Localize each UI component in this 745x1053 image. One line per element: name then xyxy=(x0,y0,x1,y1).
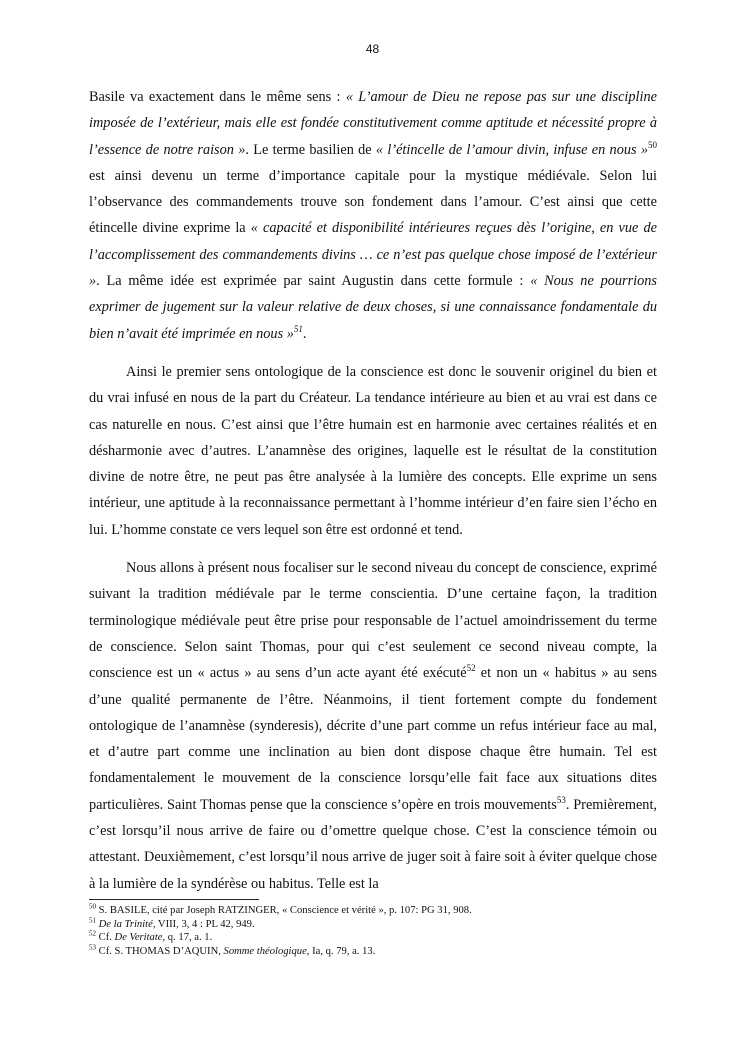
paragraph xyxy=(89,555,657,897)
text-run: , q. 17, a. 1. xyxy=(162,932,213,944)
italic-text: Somme théologique xyxy=(223,945,307,957)
text-run: et non un « habitus » au sens d’une qualité permanente de l’être. Néanmoins, il tient fortement compte du fondement ontologique de l’anamnèse (synderesis), décrite d’une part comme un refus intérieur face au mal, et d’autre part comme une inclination au bien dont dispose chaque être humain. Tel est fondamentalement le mouvement de la conscience lorsqu’elle fait face aux situations dites particulières. Saint Thomas pense que la conscience s’opère en trois mouvements xyxy=(89,665,657,813)
text-run: . La même idée est exprimée par saint Augustin dans cette formule : xyxy=(96,273,531,290)
footnote-separator xyxy=(89,899,259,900)
paragraph xyxy=(89,359,657,543)
footnote xyxy=(89,904,657,918)
footnote xyxy=(89,945,657,959)
footnote-ref: 52 xyxy=(466,663,476,674)
text-run: Basile va exactement dans le même sens : xyxy=(89,89,346,105)
text-run: Nous allons à présent nous focaliser sur le second niveau du concept de conscience, exprimé suivant la tradition médiévale par le terme conscientia. D’une certaine façon, la tradition terminologique médiévale peut être prise pour responsable de l’actuel amoindrissement du terme de conscience. Selon saint Thomas, pour qui c’est seulement ce second niveau compte, la conscience est un « actus » au sens d’un acte ayant été exécuté xyxy=(89,560,657,682)
footnotes xyxy=(89,904,657,958)
footnote-number: 50 xyxy=(89,902,96,911)
footnote-ref: 51 xyxy=(293,323,303,334)
italic-text: « Nous ne pourrions exprimer de jugement sur la valeur relative de deux choses, si une connaissance fondamentale du bien n’avait été imprimée en nous » xyxy=(89,273,657,342)
footnote-number: 52 xyxy=(89,929,96,938)
footnote-number: 53 xyxy=(89,943,96,952)
italic-text: De la Trinité xyxy=(98,918,153,930)
text-run: S. BASILE, cité par Joseph RATZINGER, « Conscience et vérité », p. 107: PG 31, 908. xyxy=(98,905,472,916)
text-run: . Le terme basilien de xyxy=(245,141,376,158)
text-run: Cf. xyxy=(98,932,115,944)
italic-text: « L’amour de Dieu ne repose pas sur une discipline imposée de l’extérieur, mais elle est fondée constitutivement comme aptitude et nécessité propre à l’essence de notre raison » xyxy=(89,89,657,158)
text-run: est ainsi devenu un terme d’importance capitale pour la mystique médiévale. Selon lui l’observance des commandements trouve son fondement dans l’amour. C’est ainsi que cette étincelle divine exprime la xyxy=(89,167,657,237)
text-run: . Premièrement, c’est lorsqu’il nous arrive de faire ou d’omettre quelque chose. C’est la conscience témoin ou attestant. Deuxièmement, c’est lorsqu’il nous arrive de juger soit à faire soit à éviter quelque chose à la lumière de la syndérèse ou habitus. Telle est la xyxy=(89,796,657,892)
footnote-number: 51 xyxy=(89,916,96,925)
text-run: . xyxy=(302,325,307,342)
footnote xyxy=(89,918,657,932)
text-run: Cf. S. THOMAS D’AQUIN, xyxy=(98,945,224,957)
paragraph xyxy=(89,84,657,347)
text-run: , Ia, q. 79, a. 13. xyxy=(306,945,376,957)
italic-text: « l’étincelle de l’amour divin, infuse en nous » xyxy=(375,141,648,158)
text-run: , VIII, 3, 4 : PL 42, 949. xyxy=(152,918,255,930)
italic-text: « capacité et disponibilité intérieures reçues dès l’origine, en vue de l’accomplissement des commandements divins … ce n’est pas quelque chose imposé de l’extérieur » xyxy=(89,220,657,290)
italic-text: De Veritate xyxy=(114,932,163,944)
page-number: 48 xyxy=(365,42,380,56)
footnote xyxy=(89,931,657,945)
footnote-ref: 53 xyxy=(556,794,566,805)
footnote-ref: 50 xyxy=(648,139,657,150)
text-run: Ainsi le premier sens ontologique de la conscience est donc le souvenir originel du bien et du vrai infusé en nous de la part du Créateur. La tendance intérieure au bien et au vrai est dans ce cas naturelle en nous. C’est ainsi que l’être humain est en harmonie avec certaines réalités et en désharmonie avec d’autres. L’anamnèse des origines, laquelle est le résultat de la constitution divine de notre être, ne peut pas être analysée à la lumière des concepts. Elle exprime un sens intérieur, une aptitude à la reconnaissance permettant à l’homme intérieur d’en faire sien l’écho en lui. L’homme constate ce vers lequel son être est ordonné et tend. xyxy=(89,363,657,538)
body-text xyxy=(89,84,657,897)
